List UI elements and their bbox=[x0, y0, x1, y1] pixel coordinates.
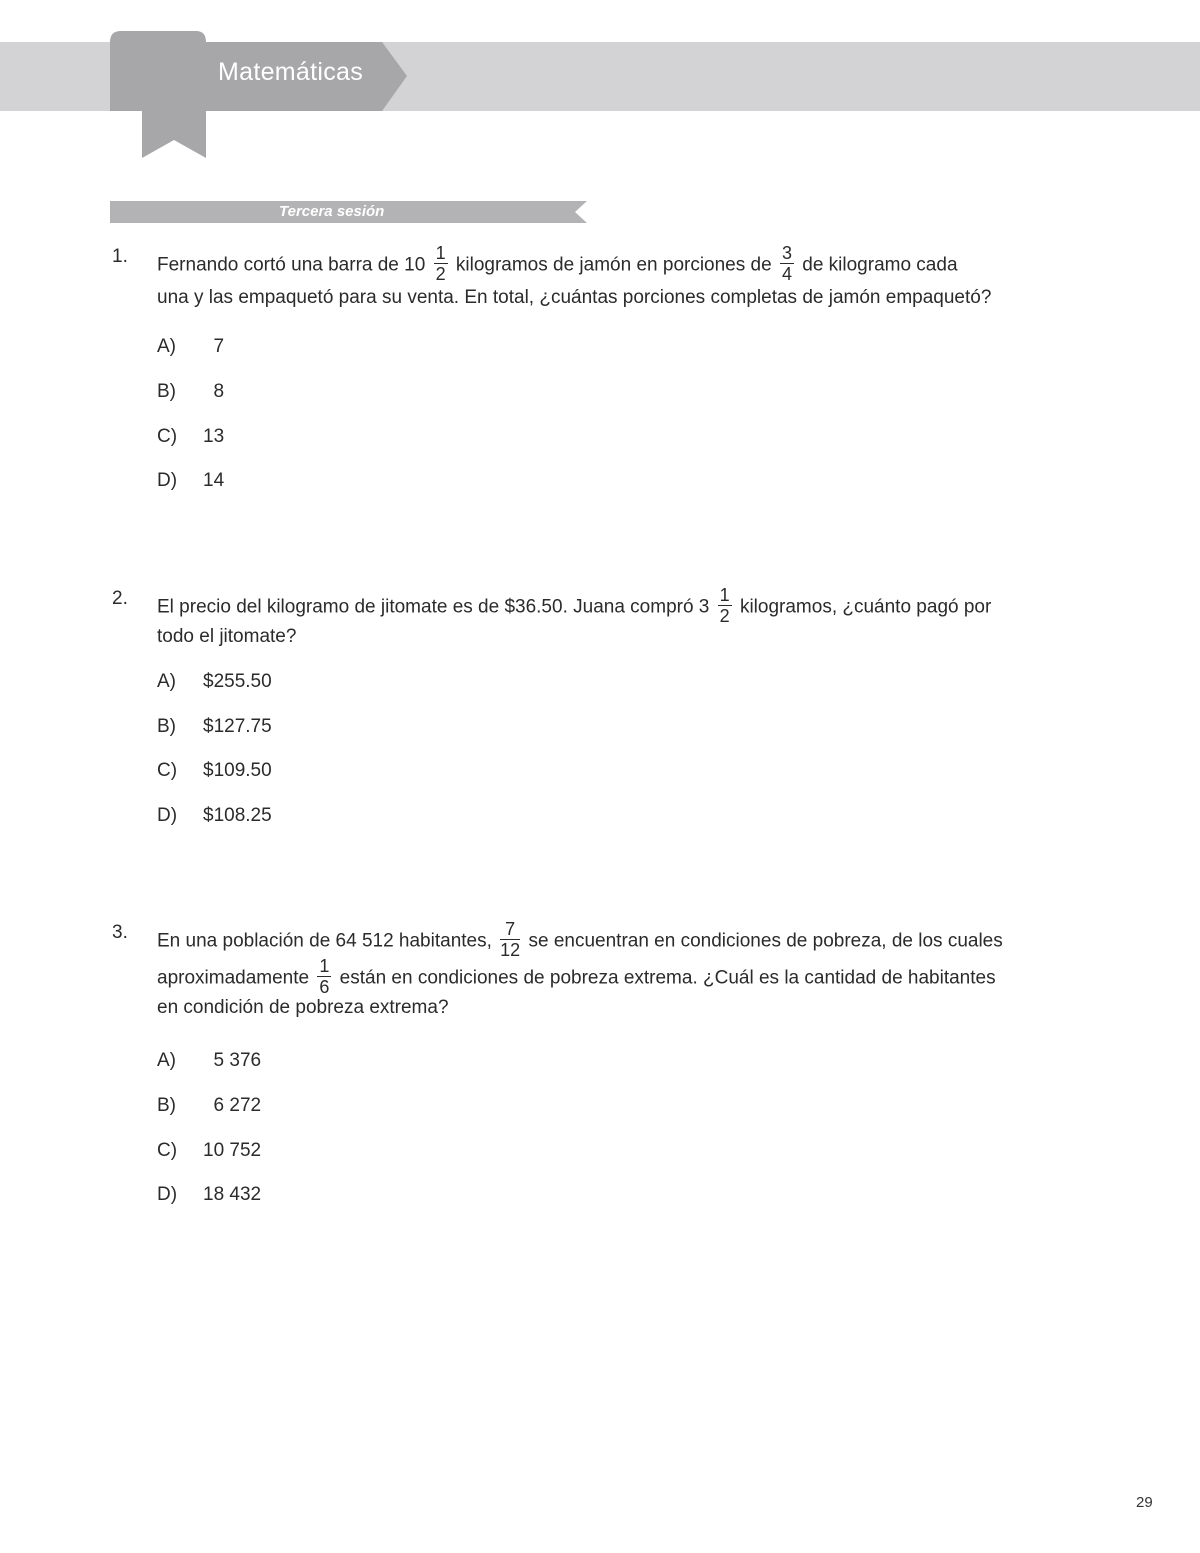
fraction-denominator: 2 bbox=[719, 606, 730, 626]
option-letter: C) bbox=[157, 426, 178, 447]
option-a[interactable] bbox=[157, 336, 224, 358]
option-c[interactable] bbox=[157, 760, 272, 782]
option-a[interactable] bbox=[157, 1050, 261, 1072]
option-letter: B) bbox=[157, 1095, 176, 1116]
option-value: 8 bbox=[203, 381, 225, 402]
question-line: todo el jitomate? bbox=[157, 626, 297, 647]
option-value: 6 272 bbox=[203, 1095, 262, 1116]
option-d[interactable] bbox=[157, 1184, 261, 1206]
option-value: 18 432 bbox=[203, 1184, 262, 1205]
option-a[interactable] bbox=[157, 671, 272, 693]
fraction-denominator: 4 bbox=[781, 264, 792, 284]
session-label: Tercera sesión bbox=[279, 203, 385, 220]
option-letter: C) bbox=[157, 1140, 178, 1161]
option-value: $255.50 bbox=[203, 671, 272, 692]
fraction-denominator: 2 bbox=[435, 264, 446, 284]
fraction-numerator: 1 bbox=[319, 956, 330, 976]
option-value: 10 752 bbox=[203, 1140, 262, 1161]
option-letter: A) bbox=[157, 336, 176, 357]
option-letter: A) bbox=[157, 1050, 176, 1071]
question-line bbox=[157, 585, 992, 627]
fraction bbox=[317, 957, 331, 996]
fraction-numerator: 1 bbox=[719, 585, 730, 605]
text-segment: están en condiciones de pobreza extrema. ¿Cuál es la cantidad de habitantes bbox=[339, 967, 996, 989]
option-value: $109.50 bbox=[203, 760, 272, 781]
fraction-numerator: 7 bbox=[500, 920, 520, 940]
question-number: 2. bbox=[112, 588, 128, 609]
option-value: 14 bbox=[203, 470, 225, 491]
option-value: 5 376 bbox=[203, 1050, 262, 1071]
text-segment: kilogramos de jamón en porciones de bbox=[455, 254, 772, 276]
option-letter: A) bbox=[157, 671, 176, 692]
question-line bbox=[157, 956, 996, 998]
option-b[interactable] bbox=[157, 1095, 261, 1117]
option-c[interactable] bbox=[157, 426, 224, 448]
option-b[interactable] bbox=[157, 381, 224, 403]
option-letter: D) bbox=[157, 805, 178, 826]
question-number: 1. bbox=[112, 246, 128, 267]
text-segment: El precio del kilogramo de jitomate es de $36.50. Juana compró 3 bbox=[157, 596, 710, 618]
bookmark-ribbon-icon bbox=[0, 0, 620, 230]
text-segment: kilogramos, ¿cuánto pagó por bbox=[739, 596, 992, 618]
fraction bbox=[434, 244, 448, 283]
text-segment: se encuentran en condiciones de pobreza, de los cuales bbox=[528, 930, 1003, 952]
question-line: una y las empaquetó para su venta. En total, ¿cuántas porciones completas de jamón empaquetó? bbox=[157, 287, 992, 308]
question-line: en condición de pobreza extrema? bbox=[157, 997, 449, 1018]
option-letter: D) bbox=[157, 1184, 178, 1205]
question-line bbox=[157, 243, 958, 285]
option-d[interactable] bbox=[157, 805, 272, 827]
option-c[interactable] bbox=[157, 1140, 261, 1162]
text-segment: aproximadamente bbox=[157, 967, 310, 989]
fraction bbox=[718, 586, 732, 625]
fraction bbox=[500, 920, 520, 959]
option-value: $108.25 bbox=[203, 805, 272, 826]
option-b[interactable] bbox=[157, 716, 272, 738]
option-d[interactable] bbox=[157, 470, 224, 492]
text-segment: de kilogramo cada bbox=[802, 254, 958, 276]
option-value: $127.75 bbox=[203, 716, 272, 737]
fraction-numerator: 3 bbox=[781, 243, 792, 263]
fraction-denominator: 6 bbox=[319, 977, 330, 997]
option-letter: B) bbox=[157, 716, 176, 737]
option-letter: C) bbox=[157, 760, 178, 781]
fraction-denominator: 12 bbox=[500, 940, 521, 960]
page-number: 29 bbox=[1136, 1494, 1153, 1511]
text-segment: Fernando cortó una barra de 10 bbox=[157, 254, 426, 276]
option-value: 7 bbox=[203, 336, 225, 357]
question-number: 3. bbox=[112, 922, 128, 943]
fraction-numerator: 1 bbox=[435, 243, 446, 263]
question-line bbox=[157, 919, 1003, 961]
subject-title: Matemáticas bbox=[218, 58, 364, 86]
option-letter: B) bbox=[157, 381, 176, 402]
text-segment: En una población de 64 512 habitantes, bbox=[157, 930, 492, 952]
option-letter: D) bbox=[157, 470, 178, 491]
option-value: 13 bbox=[203, 426, 225, 447]
fraction bbox=[780, 244, 794, 283]
